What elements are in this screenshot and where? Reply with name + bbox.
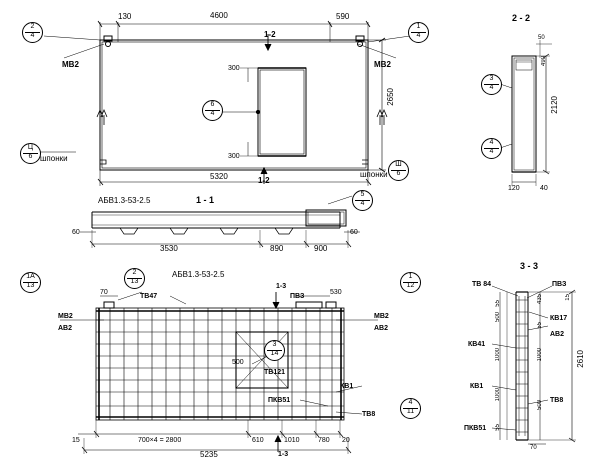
bubble-bottom-text: 4 <box>489 148 494 155</box>
dim-right-height: 2650 <box>386 88 395 106</box>
dim-33-bottom: 70 <box>530 445 537 451</box>
dim-1-1-c: 900 <box>314 244 328 253</box>
bubble-top-text: 3 <box>489 75 494 82</box>
dim-70: 70 <box>100 289 108 296</box>
section-1-1-title: 1 - 1 <box>196 195 215 205</box>
section-mark-1-2-bottom: 1-2 <box>258 176 270 185</box>
dim-610: 610 <box>252 437 264 444</box>
dim-top-mid: 4600 <box>210 11 228 20</box>
bubble-bottom-text: 4 <box>360 200 365 207</box>
dim-33-left-4: 55 <box>495 424 501 431</box>
bubble-sh-6[interactable] <box>388 160 409 181</box>
dim-33-mid-2: 1000 <box>537 348 543 362</box>
dim-2-2-top2: 490 <box>541 56 547 67</box>
label-ab2-33: АВ2 <box>550 331 565 338</box>
dim-530: 530 <box>330 289 342 296</box>
bubble-1a-13[interactable] <box>20 272 41 293</box>
bubble-4-11[interactable] <box>400 398 421 419</box>
bubble-top-text: 5 <box>360 191 365 198</box>
dim-700x4: 700×4 = 2800 <box>138 437 182 444</box>
bubble-bottom-text: 6 <box>28 153 33 160</box>
dim-33-mid-1: 55 <box>537 322 543 329</box>
dim-1010: 1010 <box>284 437 300 444</box>
bubble-bottom-text: 11 <box>406 408 415 415</box>
dim-1-1-right: 60 <box>350 229 358 236</box>
dim-780: 780 <box>318 437 330 444</box>
bubble-bottom-text: 14 <box>270 350 279 357</box>
bubble-3-14[interactable] <box>264 340 285 361</box>
label-shponki-right: шпонки <box>360 170 388 179</box>
dim-15: 15 <box>72 437 80 444</box>
dim-bottom-total: 5320 <box>210 172 228 181</box>
label-kb41: КВ41 <box>468 341 486 348</box>
dim-top-right: 590 <box>336 12 350 21</box>
label-mb2-right: МВ2 <box>374 60 391 69</box>
bubble-bottom-text: 4 <box>489 84 494 91</box>
dim-2-2-bottom-right: 40 <box>540 185 548 192</box>
dim-top-left: 130 <box>118 12 132 21</box>
label-pkb51-33: ПКВ51 <box>464 425 487 432</box>
dim-33-mid-0: 435 <box>537 294 543 305</box>
label-shponki-left: шпонки <box>40 154 68 163</box>
bubble-top-text: 6 <box>210 101 215 108</box>
label-tb8: ТВ8 <box>362 411 376 418</box>
section-mark-1-3-top: 1-3 <box>276 283 287 290</box>
label-mb2-left: МВ2 <box>62 60 79 69</box>
label-mb2-rebar-right: МВ2 <box>374 313 389 320</box>
bubble-top-text: 2 <box>30 23 35 30</box>
bubble-bottom-text: 6 <box>396 170 401 177</box>
bubble-2-4[interactable] <box>22 22 43 43</box>
label-tb47: ТВ47 <box>140 293 158 300</box>
bubble-top-text: 1А <box>26 273 35 280</box>
dim-opening-bottom: 300 <box>228 153 240 160</box>
bubble-top-text: 1 <box>408 273 413 280</box>
bubble-top-text: Ц <box>27 144 34 151</box>
bubble-bottom-text: 13 <box>130 278 139 285</box>
bubble-5-4[interactable] <box>352 190 373 211</box>
label-tb121: ТВ121 <box>264 369 286 376</box>
label-tb84: ТВ 84 <box>472 281 492 288</box>
bubble-2-13[interactable] <box>124 268 145 289</box>
dim-2-2-height: 2120 <box>550 96 559 114</box>
bubble-bottom-text: 13 <box>26 282 35 289</box>
section-2-2-title: 2 - 2 <box>512 13 531 23</box>
label-mb2-rebar-left: МВ2 <box>58 313 73 320</box>
bubble-bottom-text: 4 <box>210 110 215 117</box>
dim-20: 20 <box>342 437 350 444</box>
dim-33-right-0: 15 <box>565 294 571 301</box>
dim-2-2-bottom-left: 120 <box>508 185 520 192</box>
label-ab2-rebar-left: АВ2 <box>58 325 73 332</box>
section-1-1-code: АБВ1.3-53-2.5 <box>98 196 151 205</box>
rebar-plan-code: АБВ1.3-53-2.5 <box>172 270 225 279</box>
label-kb17: КВ17 <box>550 315 568 322</box>
dim-500-rebar: 500 <box>232 359 244 366</box>
section-mark-1-2-top: 1-2 <box>264 30 276 39</box>
bubble-4-4[interactable] <box>481 138 502 159</box>
label-pkb51: ПКВ51 <box>268 397 291 404</box>
dim-2-2-top: 50 <box>538 35 545 41</box>
bubble-1-12[interactable] <box>400 272 421 293</box>
bubble-top-text: 4 <box>408 399 413 406</box>
label-pb3: ПВЗ <box>290 293 305 300</box>
dim-33-left-2: 1000 <box>495 348 501 362</box>
dim-33-total: 2610 <box>576 350 585 368</box>
dim-1-1-a: 3530 <box>160 244 178 253</box>
section-3-3-title: 3 - 3 <box>520 261 539 271</box>
section-mark-1-3-bottom: 1-3 <box>278 451 289 458</box>
dim-33-left-3: 1000 <box>495 388 501 402</box>
bubble-3-4[interactable] <box>481 74 502 95</box>
bubble-top-text: 3 <box>272 341 277 348</box>
label-tb8-33: ТВ8 <box>550 397 564 404</box>
dim-1-1-b: 890 <box>270 244 284 253</box>
bubble-top-text: Ш <box>395 161 402 168</box>
dim-1-1-left: 60 <box>72 229 80 236</box>
bubble-6-4[interactable] <box>202 100 223 121</box>
dim-33-left-1: 500 <box>495 312 501 323</box>
bubble-bottom-text: 4 <box>30 32 35 39</box>
dim-33-mid-3: 500 <box>537 400 543 411</box>
bubble-bottom-text: 4 <box>416 32 421 39</box>
label-ab2-rebar-right: АВ2 <box>374 325 389 332</box>
dim-opening-top: 300 <box>228 65 240 72</box>
label-kb1-33: КВ1 <box>470 383 484 390</box>
label-pb3-33: ПВЗ <box>552 281 567 288</box>
dim-rebar-total: 5235 <box>200 450 218 459</box>
bubble-bottom-text: 12 <box>406 282 415 289</box>
bubble-top-text: 1 <box>416 23 421 30</box>
bubble-1-4[interactable] <box>408 22 429 43</box>
bubble-c-6[interactable] <box>20 143 41 164</box>
label-kb1: КВ1 <box>340 383 354 390</box>
bubble-top-text: 4 <box>489 139 494 146</box>
bubble-top-text: 2 <box>132 269 137 276</box>
dim-33-left-0: 55 <box>495 300 501 307</box>
